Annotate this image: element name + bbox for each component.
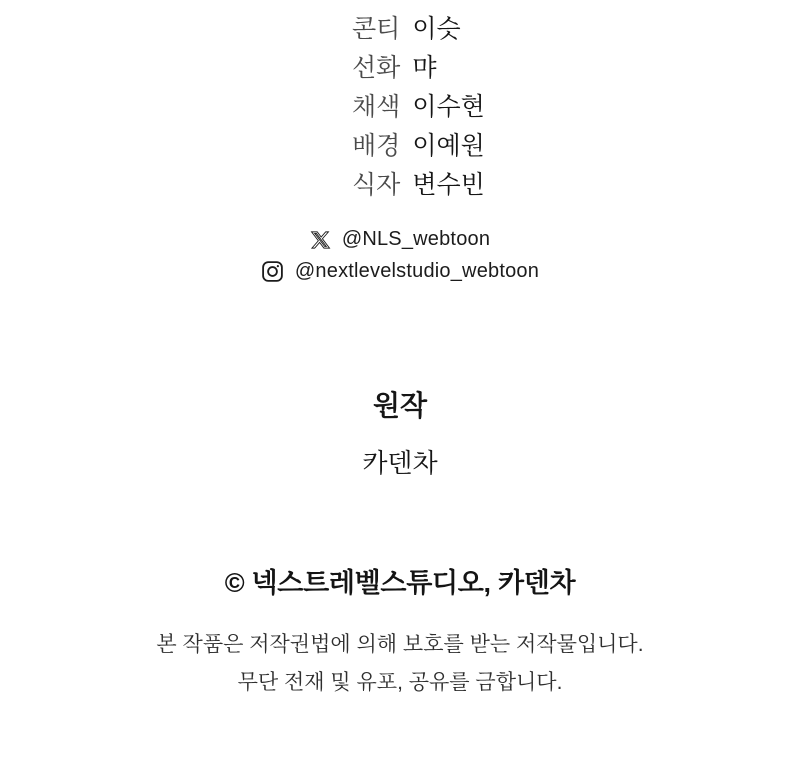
credit-name: 이예원 bbox=[412, 132, 485, 160]
credit-name: 변수빈 bbox=[412, 171, 485, 199]
instagram-handle-row bbox=[261, 260, 539, 283]
instagram-icon bbox=[261, 260, 284, 283]
credit-role: 선화 bbox=[352, 54, 401, 82]
credit-role: 채색 bbox=[352, 93, 401, 121]
original-label: 원작 bbox=[372, 390, 428, 421]
x-logo-icon bbox=[310, 230, 331, 250]
credit-row-conti bbox=[352, 10, 485, 49]
twitter-handle-row bbox=[310, 228, 490, 251]
social-links bbox=[0, 228, 800, 283]
credit-name: 먀 bbox=[412, 54, 437, 82]
disclaimer bbox=[0, 626, 800, 702]
twitter-handle: @NLS_webtoon bbox=[341, 228, 491, 250]
disclaimer-line-1: 본 작품은 저작권법에 의해 보호를 받는 저작물입니다. bbox=[156, 633, 644, 656]
copyright-line: © 넥스트레벨스튜디오, 카덴차 bbox=[224, 568, 576, 598]
credit-row-lettering bbox=[352, 166, 485, 205]
credit-role: 식자 bbox=[352, 171, 401, 199]
instagram-handle: @nextlevelstudio_webtoon bbox=[294, 260, 540, 282]
credit-row-lineart bbox=[352, 49, 485, 88]
credit-role: 배경 bbox=[352, 132, 401, 160]
credit-row-background bbox=[352, 127, 485, 166]
credit-row-coloring bbox=[352, 88, 485, 127]
original-author-name: 카덴차 bbox=[362, 448, 438, 478]
disclaimer-line-2: 무단 전재 및 유포, 공유를 금합니다. bbox=[237, 671, 563, 694]
credits-list bbox=[352, 10, 485, 205]
credit-role: 콘티 bbox=[352, 15, 401, 43]
credit-name: 이슷 bbox=[412, 15, 461, 43]
original-section bbox=[0, 384, 800, 480]
credit-name: 이수현 bbox=[412, 93, 485, 121]
